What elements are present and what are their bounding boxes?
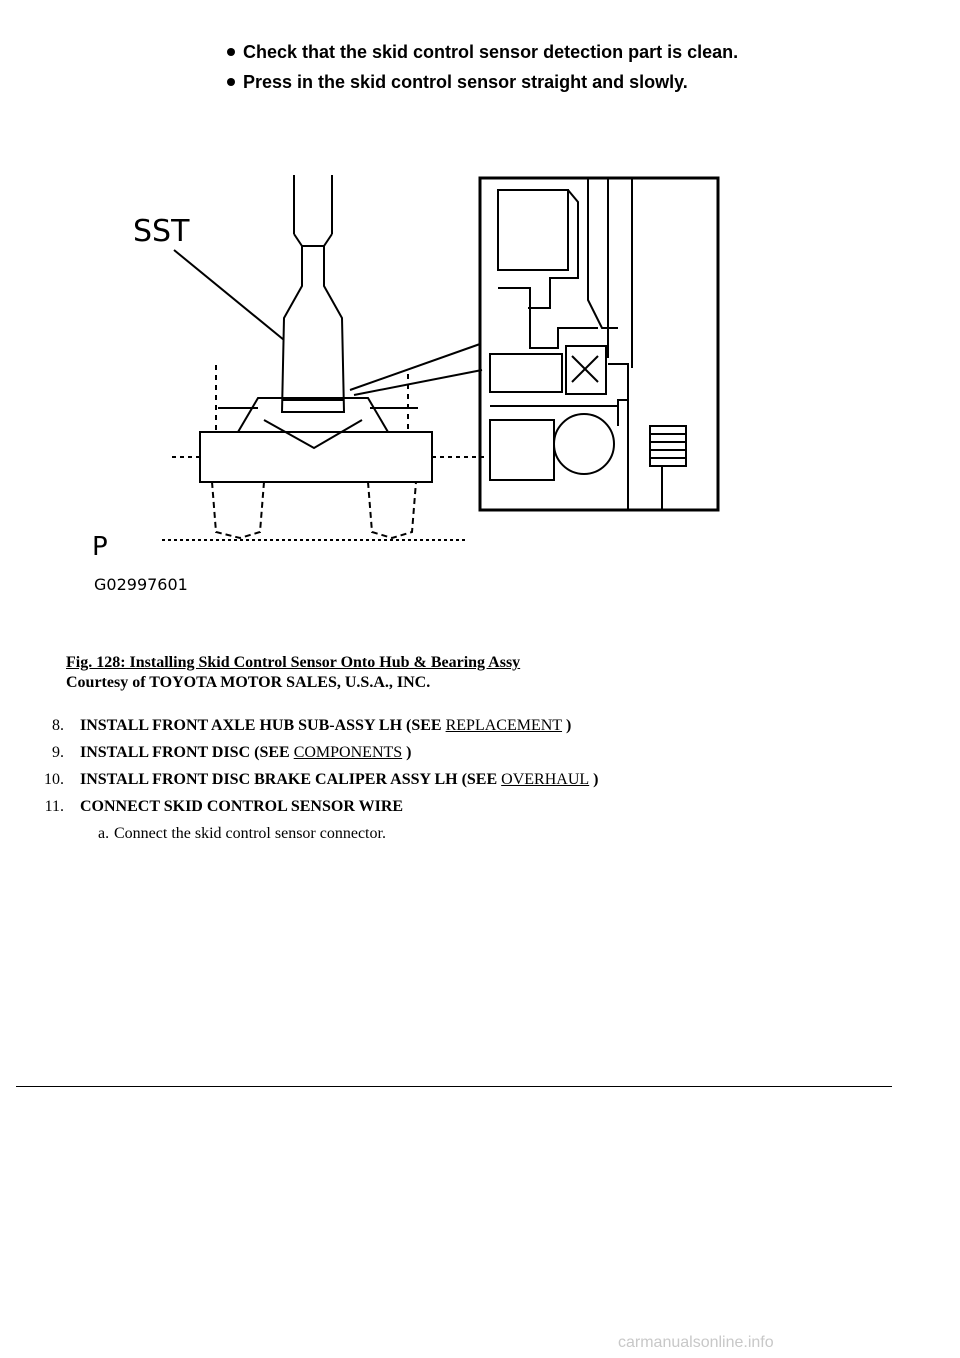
bullet-text: Press in the skid control sensor straight and slowly. [243,72,688,92]
step-text: CONNECT SKID CONTROL SENSOR WIRE [80,798,404,815]
step-number: 8. [52,717,64,734]
procedure-step [0,771,960,798]
figure-caption [66,653,520,693]
page-divider [16,1086,892,1087]
figure-illustration [88,28,738,608]
skid-sensor-installation-diagram [88,28,738,608]
procedure-step [0,744,960,771]
step-text: INSTALL FRONT DISC (SEE [80,744,294,761]
step-text: INSTALL FRONT DISC BRAKE CALIPER ASSY LH (SEE [80,771,502,788]
replacement-link[interactable]: REPLACEMENT [445,717,563,734]
sst-leader-line [174,250,284,340]
step-number: 10. [44,771,64,788]
figure-courtesy: Courtesy of TOYOTA MOTOR SALES, U.S.A., INC. [66,674,431,691]
sst-label: SST [133,214,190,249]
procedure-step [0,798,960,825]
substep-letter: a. [98,825,110,842]
sst-tool [282,175,344,412]
procedure-step [0,717,960,744]
figure-title: Fig. 128: Installing Skid Control Sensor Onto Hub & Bearing Assy [66,654,521,671]
procedure-substep [0,825,960,849]
substep-text: Connect the skid control sensor connector. [114,825,386,842]
bullet-dot [227,48,235,56]
procedure-steps [0,717,960,849]
watermark: carmanualsonline.info [618,1334,774,1351]
detail-inset [480,178,718,510]
step-text: INSTALL FRONT AXLE HUB SUB-ASSY LH (SEE [80,717,446,734]
step-number: 11. [44,798,64,815]
view-label: P [92,532,108,562]
components-link[interactable]: COMPONENTS [293,744,403,761]
hub-bearing-assy [162,365,486,540]
step-tail: ) [402,744,412,761]
step-tail: ) [562,717,572,734]
overhaul-link[interactable]: OVERHAUL [501,771,590,788]
bullet-dot [227,78,235,86]
step-tail: ) [589,771,599,788]
figure-code: G02997601 [94,575,188,594]
step-number: 9. [52,744,64,761]
bullet-text: Check that the skid control sensor detection part is clean. [243,42,738,62]
